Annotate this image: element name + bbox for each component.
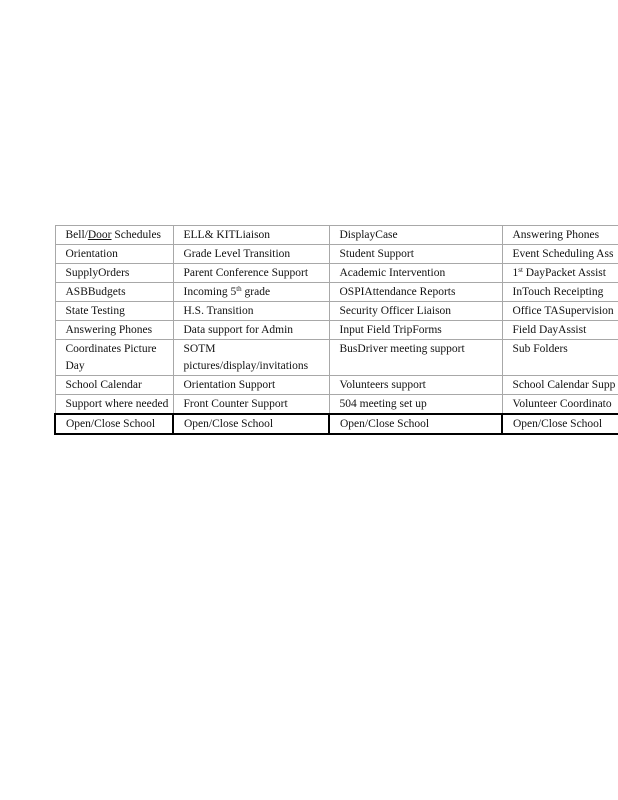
table-row [55,226,618,245]
table-row [55,264,618,283]
table-row [55,302,618,321]
table-row [55,395,618,415]
table-cell: Parent Conference Support [173,264,329,283]
table-cell: Field DayAssist [502,321,618,340]
table-cell: BusDriver meeting support [329,340,502,376]
table-cell: Bell/Door Schedules [55,226,173,245]
table-cell: InTouch Receipting [502,283,618,302]
table-cell: Open/Close School [55,414,173,434]
table-cell: Office TASupervision [502,302,618,321]
table-cell: Open/Close School [502,414,618,434]
table-cell: Security Officer Liaison [329,302,502,321]
table-cell: H.S. Transition [173,302,329,321]
table-cell: Volunteers support [329,376,502,395]
table-cell: Support where needed [55,395,173,415]
table-cell: SupplyOrders [55,264,173,283]
table-cell: Data support for Admin [173,321,329,340]
table-cell: Volunteer Coordinato [502,395,618,415]
table-cell: Event Scheduling Ass [502,245,618,264]
responsibilities-table-container [54,225,618,435]
table-cell: ELL& KITLiaison [173,226,329,245]
table-row [55,321,618,340]
table-cell: DisplayCase [329,226,502,245]
table-cell: Coordinates Picture Day [55,340,173,376]
table-cell: Open/Close School [173,414,329,434]
table-cell: ASBBudgets [55,283,173,302]
table-cell: School Calendar [55,376,173,395]
table-cell: State Testing [55,302,173,321]
table-row [55,414,618,434]
table-row [55,245,618,264]
table-cell: Answering Phones [55,321,173,340]
responsibilities-table [54,225,618,435]
table-cell: Orientation [55,245,173,264]
table-row [55,283,618,302]
table-cell: Open/Close School [329,414,502,434]
table-cell: Orientation Support [173,376,329,395]
table-cell: School Calendar Supp [502,376,618,395]
table-cell: Input Field TripForms [329,321,502,340]
table-cell: Student Support [329,245,502,264]
table-cell: OSPIAttendance Reports [329,283,502,302]
table-cell: Sub Folders [502,340,618,376]
table-cell: Incoming 5th grade [173,283,329,302]
table-row [55,340,618,376]
table-cell: Grade Level Transition [173,245,329,264]
table-cell: Answering Phones [502,226,618,245]
table-cell: Academic Intervention [329,264,502,283]
table-cell: 1st DayPacket Assist [502,264,618,283]
table-cell: SOTM pictures/display/invitations [173,340,329,376]
table-row [55,376,618,395]
table-cell: Front Counter Support [173,395,329,415]
table-cell: 504 meeting set up [329,395,502,415]
